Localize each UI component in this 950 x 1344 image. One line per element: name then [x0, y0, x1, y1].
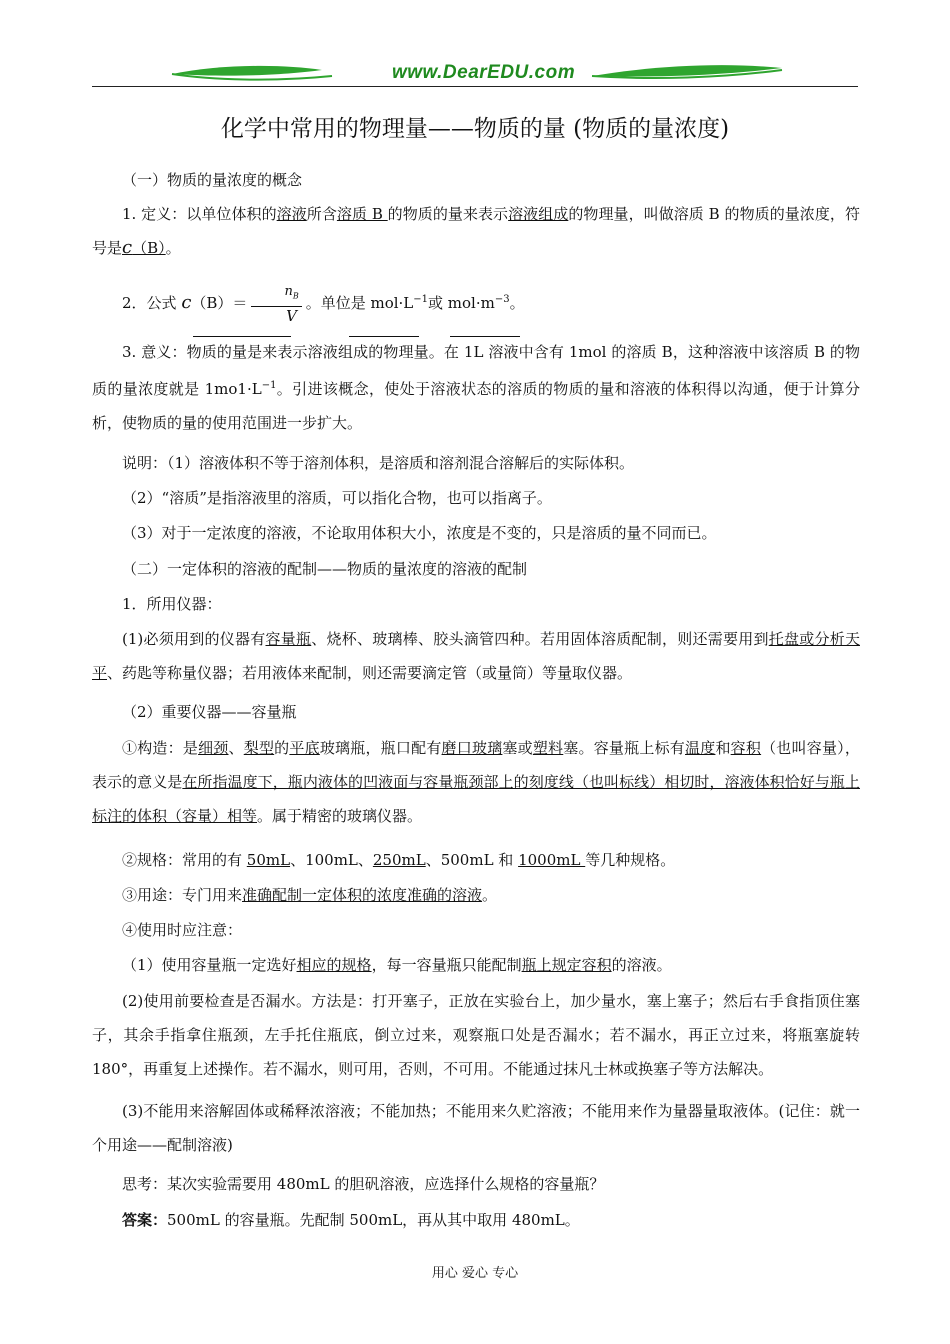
section-heading-1: （一）物质的量浓度的概念	[122, 171, 303, 189]
structure-paragraph: ①构造：是细颈、梨型的平底玻璃瓶，瓶口配有磨口玻璃塞或塑料塞。容量瓶上标有温度和容积（也叫容量），表示的意义是在所指温度下，瓶内液体的凹液面与容量瓶颈部上的刻度线（也叫标线）相切时，溶液体积恰好与瓶上标注的体积（容量）相等。属于精密的玻璃仪器。	[92, 739, 860, 825]
formula-fraction: $\frac{n_B}{V}$	[251, 283, 301, 325]
spec-paragraph: ②规格：常用的有 50mL、100mL、250mL、500mL 和 1000mL 等几种规格。	[122, 851, 676, 869]
think-question: 思考：某次实验需要用 480mL 的胆矾溶液，应选择什么规格的容量瓶？	[122, 1175, 605, 1193]
attention-2: (2)使用前要检查是否漏水。方法是：打开塞子，正放在实验台上，加少量水，塞上塞子；然后右手食指顶住塞子，其余手指拿住瓶颈，左手托住瓶底，倒立过来，观察瓶口处是否漏水；若不漏水，再正立过来，将瓶塞旋转 180°，再重复上述操作。若不漏水，则可用，否则，不可用。不能通过抹凡士林或换塞子等方法解决。	[92, 992, 860, 1078]
page-footer: 用心 爱心 专心	[431, 1266, 519, 1281]
header-rule	[92, 86, 858, 87]
meaning-paragraph: 3. 意义：物质的量是来表示溶液组成的物理量。在 1L 溶液中含有 1mol 的溶质 B，这种溶液中该溶质 B 的物质的量浓度就是 $1mo1\cdot L^{-1}$。引进该概念，使处于溶液状态的溶质的物质的量和溶液的体积得以沟通，便于计算分析，使物质的量的使用范围进一步扩大。	[92, 343, 860, 432]
note-1: 说明：（1）溶液体积不等于溶剂体积，是溶质和溶剂混合溶解后的实际体积。	[122, 454, 635, 472]
attention-3: (3)不能用来溶解固体或稀释浓溶液；不能加热；不能用来久贮溶液；不能用来作为量器量取液体。(记住：就一个用途——配制溶液)	[92, 1102, 860, 1154]
usage-paragraph: ③用途：专门用来准确配制一定体积的浓度准确的溶液。	[122, 886, 498, 904]
formula-paragraph: 2．公式 c（B）＝ $\frac{n_B}{V}$ 。单位是 $mol\cdot L^{-1}$或 $mol\cdot m^{-3}$。	[122, 284, 525, 325]
note-3: （3）对于一定浓度的溶液，不论取用体积大小，浓度是不变的，只是溶质的量不同而已。	[122, 524, 717, 542]
site-url: www.DearEDU.com	[392, 62, 576, 83]
note-2: （2）“溶质”是指溶液里的溶质，可以指化合物，也可以指离子。	[122, 489, 552, 507]
instruments-heading: 1．所用仪器：	[122, 595, 222, 613]
attention-heading: ④使用时应注意：	[122, 921, 243, 939]
answer-paragraph: 答案：500mL 的容量瓶。先配制 500mL，再从其中取用 480mL。	[122, 1211, 580, 1229]
important-heading: （2）重要仪器——容量瓶	[122, 703, 297, 721]
attention-1: （1）使用容量瓶一定选好相应的规格，每一容量瓶只能配制瓶上规定容积的溶液。	[122, 956, 672, 974]
definition-paragraph: 1. 定义：以单位体积的溶液所含溶质 B 的物质的量来表示溶液组成的物理量，叫做溶质 B 的物质的量浓度，符号是c（B）。	[92, 205, 860, 258]
required-instruments-paragraph: (1)必须用到的仪器有容量瓶、烧杯、玻璃棒、胶头滴管四种。若用固体溶质配制，则还需要用到托盘或分析天平、药匙等称量仪器；若用液体来配制，则还需要滴定管（或量筒）等量取仪器。	[92, 630, 860, 682]
section-heading-2: （二）一定体积的溶液的配制——物质的量浓度的溶液的配制	[122, 560, 528, 578]
answer-label: 答案：	[122, 1211, 168, 1229]
page-title: 化学中常用的物理量——物质的量 (物质的量浓度)	[220, 116, 730, 142]
